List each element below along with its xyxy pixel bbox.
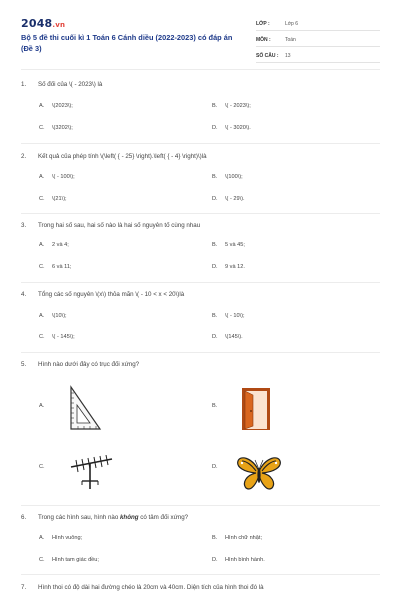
answer-option[interactable]: C. \(3202\); xyxy=(39,125,73,131)
question-text: 6. Trong các hình sau, hình nào không có tâm đối xứng? xyxy=(21,514,189,521)
meta-value: Lớp 6 xyxy=(285,20,299,27)
divider xyxy=(21,505,380,506)
divider xyxy=(21,574,380,575)
divider xyxy=(21,213,380,214)
answer-option[interactable]: A. Hình vuông; xyxy=(39,535,83,541)
site-logo[interactable] xyxy=(21,17,65,30)
answer-option[interactable]: D. \(145\). xyxy=(212,334,243,340)
meta-value: 13 xyxy=(285,52,291,59)
meta-row-subject xyxy=(256,33,380,47)
exam-meta xyxy=(256,17,380,65)
divider xyxy=(21,352,380,353)
set-square-figure xyxy=(68,385,104,436)
answer-option[interactable]: A. 2 và 4; xyxy=(39,242,69,248)
logo-text: 2048 xyxy=(21,17,53,30)
answer-option[interactable]: B. \( - 2023\); xyxy=(212,103,251,109)
answer-option[interactable]: C. \( - 145\); xyxy=(39,334,75,340)
page-title: Bộ 5 đề thi cuối kì 1 Toán 6 Cánh diều (2022-2023) có đáp án (Đề 3) xyxy=(21,33,233,53)
answer-option[interactable]: B. xyxy=(212,403,218,409)
answer-option[interactable]: C. xyxy=(39,464,45,470)
answer-option[interactable]: A. \( - 100\); xyxy=(39,174,75,180)
meta-row-count xyxy=(256,49,380,63)
meta-key: LỚP : xyxy=(256,20,270,27)
answer-option[interactable]: C. 6 và 11; xyxy=(39,264,72,270)
question-text: 7. Hình thoi có độ dài hai đường chéo là 20cm và 40cm. Diện tích của hình thoi đó là xyxy=(21,584,264,591)
answer-option[interactable]: A. xyxy=(39,403,45,409)
answer-option[interactable]: D. \( - 3020\). xyxy=(212,125,251,131)
open-door-figure xyxy=(240,386,272,437)
question-text: 3. Trong hai số sau, hai số nào là hai số nguyên tố cùng nhau xyxy=(21,222,201,229)
answer-option[interactable]: D. xyxy=(212,464,218,470)
meta-key: SỐ CÂU : xyxy=(256,52,279,59)
answer-option[interactable]: C. \(21\); xyxy=(39,196,67,202)
question-text: 5. Hình nào dưới đây có trục đối xứng? xyxy=(21,361,140,368)
question-text: 1. Số đối của \( - 2023\) là xyxy=(21,81,103,88)
answer-option[interactable]: B. \( - 10\); xyxy=(212,313,245,319)
tv-antenna-figure xyxy=(68,455,114,496)
meta-row-class xyxy=(256,17,380,31)
butterfly-figure xyxy=(236,455,282,496)
logo-suffix: .vn xyxy=(52,21,66,29)
divider xyxy=(21,282,380,283)
question-text: 4. Tổng các số nguyên \(x\) thỏa mãn \( - 10 < x < 20\)là xyxy=(21,291,185,298)
divider xyxy=(21,69,380,70)
answer-option[interactable]: B. Hình chữ nhật; xyxy=(212,535,263,541)
answer-option[interactable]: B. \(100\); xyxy=(212,174,243,180)
meta-value: Toán xyxy=(285,36,296,43)
answer-option[interactable]: C. Hình tam giác đều; xyxy=(39,557,99,563)
answer-option[interactable]: D. Hình bình hành. xyxy=(212,557,265,563)
answer-option[interactable]: A. \(2023\); xyxy=(39,103,73,109)
set-square-icon xyxy=(68,385,104,431)
answer-option[interactable]: A. \(10\); xyxy=(39,313,67,319)
open-door-icon xyxy=(240,386,272,432)
butterfly-icon xyxy=(236,455,282,491)
tv-antenna-icon xyxy=(68,455,114,491)
answer-option[interactable]: D. 9 và 12. xyxy=(212,264,245,270)
question-text: 2. Kết quả của phép tính \(\left( { - 25} \right).\left( { - 4} \right)\)là xyxy=(21,153,207,160)
divider xyxy=(21,143,380,144)
answer-option[interactable]: B. 5 và 45; xyxy=(212,242,245,248)
answer-option[interactable]: D. \( - 29\). xyxy=(212,196,245,202)
meta-key: MÔN : xyxy=(256,36,271,43)
